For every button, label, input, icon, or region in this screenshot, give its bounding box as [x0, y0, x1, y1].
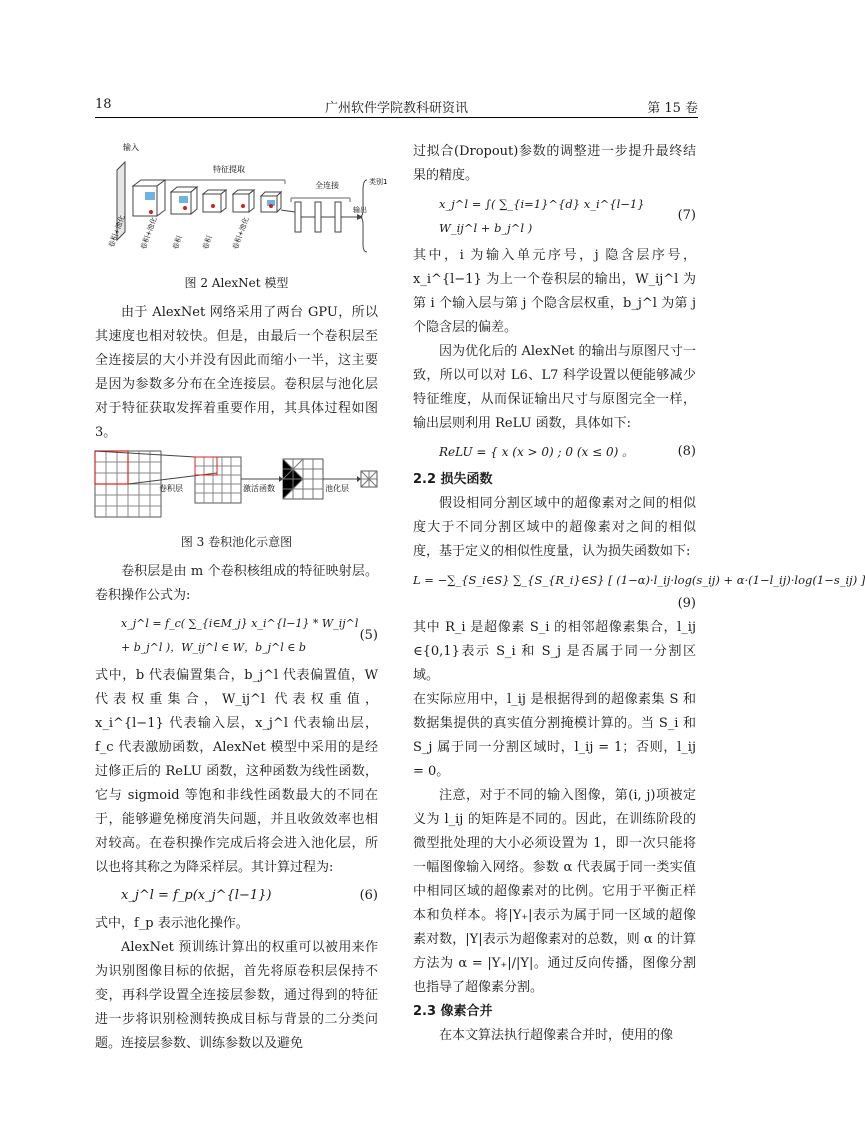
- equation-5-number: (5): [359, 628, 378, 643]
- left-paragraph-3: 式中，b 代表偏置集合，b_j^l 代表偏置值，W 代表权重集合，W_ij^l 代表权重值，x_i^{l−1} 代表输入层，x_j^l 代表输出层，f_c 代表激励函数，AlexNet 模型中采用的是经过修正后的 ReLU 函数，这种函数为线性函数，它与 sigmoid 等饱和非线性函数最大的不同在于，能够避免梯度消失问题，并且收敛效率也相对较高。在卷积操作完成后将会进入池化层，所以也将其称之为降采样层。其计算过程为:: [95, 668, 378, 875]
- right-paragraph-1: 过拟合(Dropout)参数的调整进一步提升最终结果的精度。: [413, 144, 696, 183]
- equation-5-body: x_j^l = f_c( ∑_{i∈M_j} x_i^{l−1} * W_ij^l + b_j^l )，W_ij^l ∈ W，b_j^l ∈ b: [121, 617, 359, 654]
- right-column: [413, 140, 865, 1048]
- right-paragraph-4: 假设相同分割区域中的超像素对之间的相似度大于不同分割区域中的超像素对之间的相似度，基于定义的相似性度量，认为损失函数如下:: [413, 496, 696, 559]
- equation-5: [95, 612, 378, 660]
- right-paragraph-7: 注意，对于不同的输入图像，第(i, j)项被定义为 l_ij 的矩阵是不同的。因此，在训练阶段的微型批处理的大小必须设置为 1，即一次只能将一幅图像输入网络。参数 α 代表属于同一类实值中相同区域的超像素对的比例。它用于平衡正样本和负样本。将|Y₊|表示为属于同一区域的超像素对数，|Y|表示为超像素对的总数，则 α 的计算方法为 α = |Y₊|/|Y|。通过反向传播，图像分割也指导了超像素分割。: [413, 788, 696, 995]
- equation-8: [413, 440, 696, 464]
- right-paragraph-2: 其中，i 为输入单元序号，j 隐含层序号，x_i^{l−1} 为上一个卷积层的输出，W_ij^l 为第 i 个输入层与第 j 个隐含层权重，b_j^l 为第 j 个隐含层的偏差。: [413, 248, 696, 335]
- left-paragraph-2: 卷积层是由 m 个卷积核组成的特征映射层。卷积操作公式为:: [95, 564, 378, 603]
- fig2-layer1-label: 卷积+池化: [107, 214, 127, 249]
- page-number: 18: [95, 97, 112, 112]
- fig2-layer3-label: 卷积: [171, 234, 184, 251]
- equation-8-number: (8): [677, 444, 696, 459]
- fig3-act-label: 激活函数: [243, 484, 275, 493]
- right-paragraph-8: 在本文算法执行超像素合并时，使用的像: [439, 1028, 674, 1043]
- left-paragraph-4: 式中，f_p 表示池化操作。: [95, 916, 249, 931]
- left-column: [95, 140, 388, 1056]
- right-paragraph-5: 其中 R_i 是超像素 S_i 的相邻超像素集合，l_ij ∈{0,1}表示 S_i 和 S_j 是否属于同一分割区域。: [413, 620, 696, 683]
- fig2-output-label: 输出: [353, 206, 367, 214]
- journal-title: 广州软件学院教科研资讯: [324, 101, 468, 116]
- right-paragraph-6: 在实际应用中，l_ij 是根据得到的超像素集 S 和数据集提供的真实值分割掩模计算的。当 S_i 和 S_j 属于同一分割区域时，l_ij = 1；否则，l_ij = 0。: [413, 692, 696, 779]
- figure-3-conv-pool-diagram: [95, 449, 378, 519]
- fig3-pool-label: 池化层: [325, 484, 349, 493]
- left-paragraph-1: 由于 AlexNet 网络采用了两台 GPU，所以其速度也相对较快。但是，由最后一个卷积层至全连接层的大小并没有因此而缩小一半，这主要是因为参数多分布在全连接层。卷积层与池化层对于特征获取发挥着重要作用，其具体过程如图 3。: [95, 305, 378, 440]
- fig2-layer4-label: 卷积: [201, 234, 214, 251]
- equation-7-number: (7): [677, 208, 696, 223]
- equation-9-number: (9): [677, 596, 696, 611]
- equation-7-body: x_j^l = ∫( ∑_{i=1}^{d} x_i^{l−1} W_ij^l + b_j^l ): [439, 197, 645, 235]
- right-paragraph-3: 因为优化后的 AlexNet 的输出与原图尺寸一致，所以可以对 L6、L7 科学设置以便能够减少特征维度，从而保证输出尺寸与原图完全一样，输出层则利用 ReLU 函数，具体如下:: [413, 344, 696, 431]
- equation-6-body: x_j^l = f_p(x_j^{l−1}): [121, 888, 272, 903]
- fig2-layer2-label: 卷积+池化: [139, 216, 159, 251]
- equation-8-body: ReLU = { x (x > 0) ; 0 (x ≤ 0) 。: [439, 445, 635, 459]
- left-paragraph-5: AlexNet 预训练计算出的权重可以被用来作为识别图像目标的依据，首先将原卷积层保持不变，再科学设置全连接层参数，通过得到的特征进一步将识别检测转换成目标与背景的二分类问题。连接层参数、训练参数以及避免: [95, 940, 378, 1051]
- section-2-2-heading: 2.2 损失函数: [413, 472, 493, 487]
- fig2-fc-label: 全连接: [315, 181, 339, 190]
- header-rule: [95, 117, 698, 118]
- equation-6: [95, 884, 378, 908]
- volume-label: 第 15 卷: [647, 101, 698, 116]
- figure-2-caption: 图 2 AlexNet 模型: [184, 276, 289, 290]
- fig2-layer5-label: 卷积+池化: [231, 216, 251, 251]
- figure-2-alexnet-diagram: [95, 140, 388, 260]
- fig2-input-label: 输入: [123, 143, 139, 152]
- equation-6-number: (6): [359, 888, 378, 903]
- fig3-conv-label: 卷积层: [159, 484, 183, 493]
- section-2-3-heading: 2.3 像素合并: [413, 1004, 493, 1019]
- fig2-feature-label: 特征提取: [213, 165, 245, 174]
- equation-9-body: L = −∑_{S_i∈S} ∑_{S_{R_i}∈S} [ (1−α)·l_ij·log(s_ij) + α·(1−l_ij)·log(1−s_ij) ]: [413, 573, 865, 587]
- equation-7: [413, 192, 696, 240]
- figure-3-caption: 图 3 卷积池化示意图: [180, 535, 293, 549]
- fig2-class-label: 类别1: [369, 178, 388, 186]
- running-header: [95, 97, 698, 115]
